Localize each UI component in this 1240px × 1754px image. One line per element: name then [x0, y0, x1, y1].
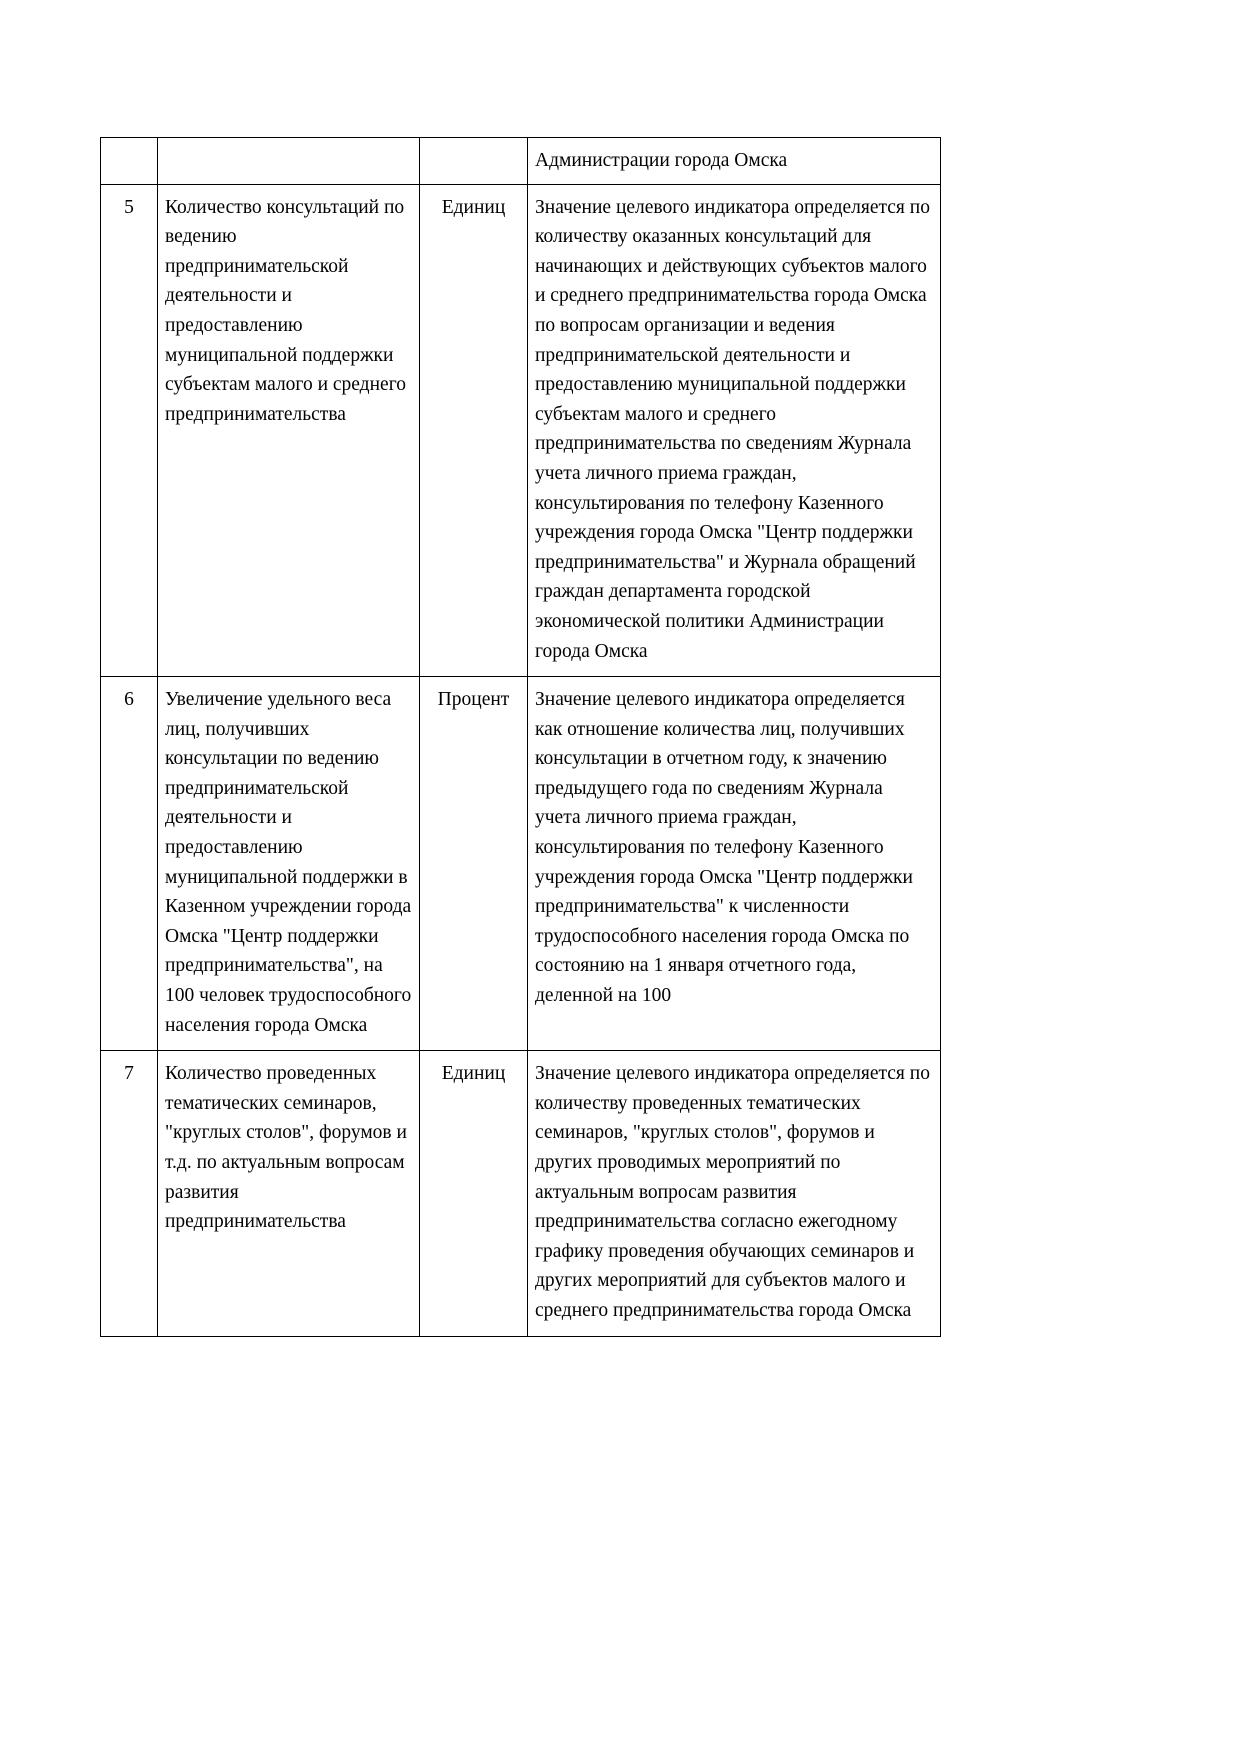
- cell-description: [528, 184, 941, 677]
- cell-row-number: [101, 677, 158, 1051]
- table-row: [101, 1051, 941, 1336]
- table-row: [101, 184, 941, 677]
- description-text: Значение целевого индикатора определяется по количеству оказанных консультаций для начинающих и действующих субъектов малого и среднего предпринимательства города Омска по вопросам организации и ведения предпринимательской деятельности и предоставлению муниципальной поддержки субъектам малого и среднего предпринимательства по сведениям Журнала учета личного приема граждан, консультирования по телефону Казенного учреждения города Омска "Центр поддержки предпринимательства" и Журнала обращений граждан департамента городской экономической политики Администрации города Омска: [535, 196, 935, 662]
- cell-indicator-name: [158, 184, 420, 677]
- cell-unit: [420, 677, 528, 1051]
- cell-indicator-name: [158, 138, 420, 185]
- indicator-name-text: Количество проведенных тематических семинаров, "круглых столов", форумов и т.д. по актуальным вопросам развития предпринимательства: [165, 1063, 412, 1233]
- table-row: [101, 138, 941, 185]
- cell-unit: [420, 1051, 528, 1336]
- cell-unit: [420, 184, 528, 677]
- row-number-text: 5: [124, 196, 134, 218]
- indicator-name-text: Количество консультаций по ведению предпринимательской деятельности и предоставлению муниципальной поддержки субъектам малого и среднего предпринимательства: [165, 196, 411, 425]
- table-row: [101, 677, 941, 1051]
- description-text: Значение целевого индикатора определяется как отношение количества лиц, получивших консультации в отчетном году, к значению предыдущего года по сведениям Журнала учета личного приема граждан, консультирования по телефону Казенного учреждения города Омска "Центр поддержки предпринимательства" к численности трудоспособного населения города Омска по состоянию на 1 января отчетного года, деленной на 100: [535, 689, 918, 1007]
- row-number-text: [108, 146, 150, 147]
- unit-text: Процент: [437, 689, 510, 711]
- cell-description: [528, 1051, 941, 1336]
- unit-text: Единиц: [441, 1063, 506, 1085]
- indicator-name-text: [165, 146, 412, 147]
- cell-row-number: [101, 138, 158, 185]
- cell-row-number: [101, 1051, 158, 1336]
- cell-unit: [420, 138, 528, 185]
- unit-text: [427, 146, 520, 147]
- table-body: [101, 138, 941, 1337]
- cell-indicator-name: [158, 677, 420, 1051]
- description-text: Значение целевого индикатора определяется по количеству проведенных тематических семинаров, "круглых столов", форумов и других проводимых мероприятий по актуальным вопросам развития предпринимательства согласно ежегодному графику проведения обучающих семинаров и других мероприятий для субъектов малого и среднего предпринимательства города Омска: [535, 1063, 935, 1321]
- description-text: Администрации города Омска: [535, 150, 788, 171]
- cell-row-number: [101, 184, 158, 677]
- cell-description: [528, 138, 941, 185]
- indicators-table: [100, 137, 941, 1337]
- indicator-name-text: Увеличение удельного веса лиц, получивших консультации по ведению предпринимательской деятельности и предоставлению муниципальной поддержки в Казенном учреждении города Омска "Центр поддержки предпринимательства", на 100 человек трудоспособного населения города Омска: [165, 689, 417, 1036]
- row-number-text: 7: [124, 1063, 134, 1085]
- unit-text: Единиц: [441, 196, 506, 218]
- cell-indicator-name: [158, 1051, 420, 1336]
- cell-description: [528, 677, 941, 1051]
- row-number-text: 6: [124, 689, 134, 711]
